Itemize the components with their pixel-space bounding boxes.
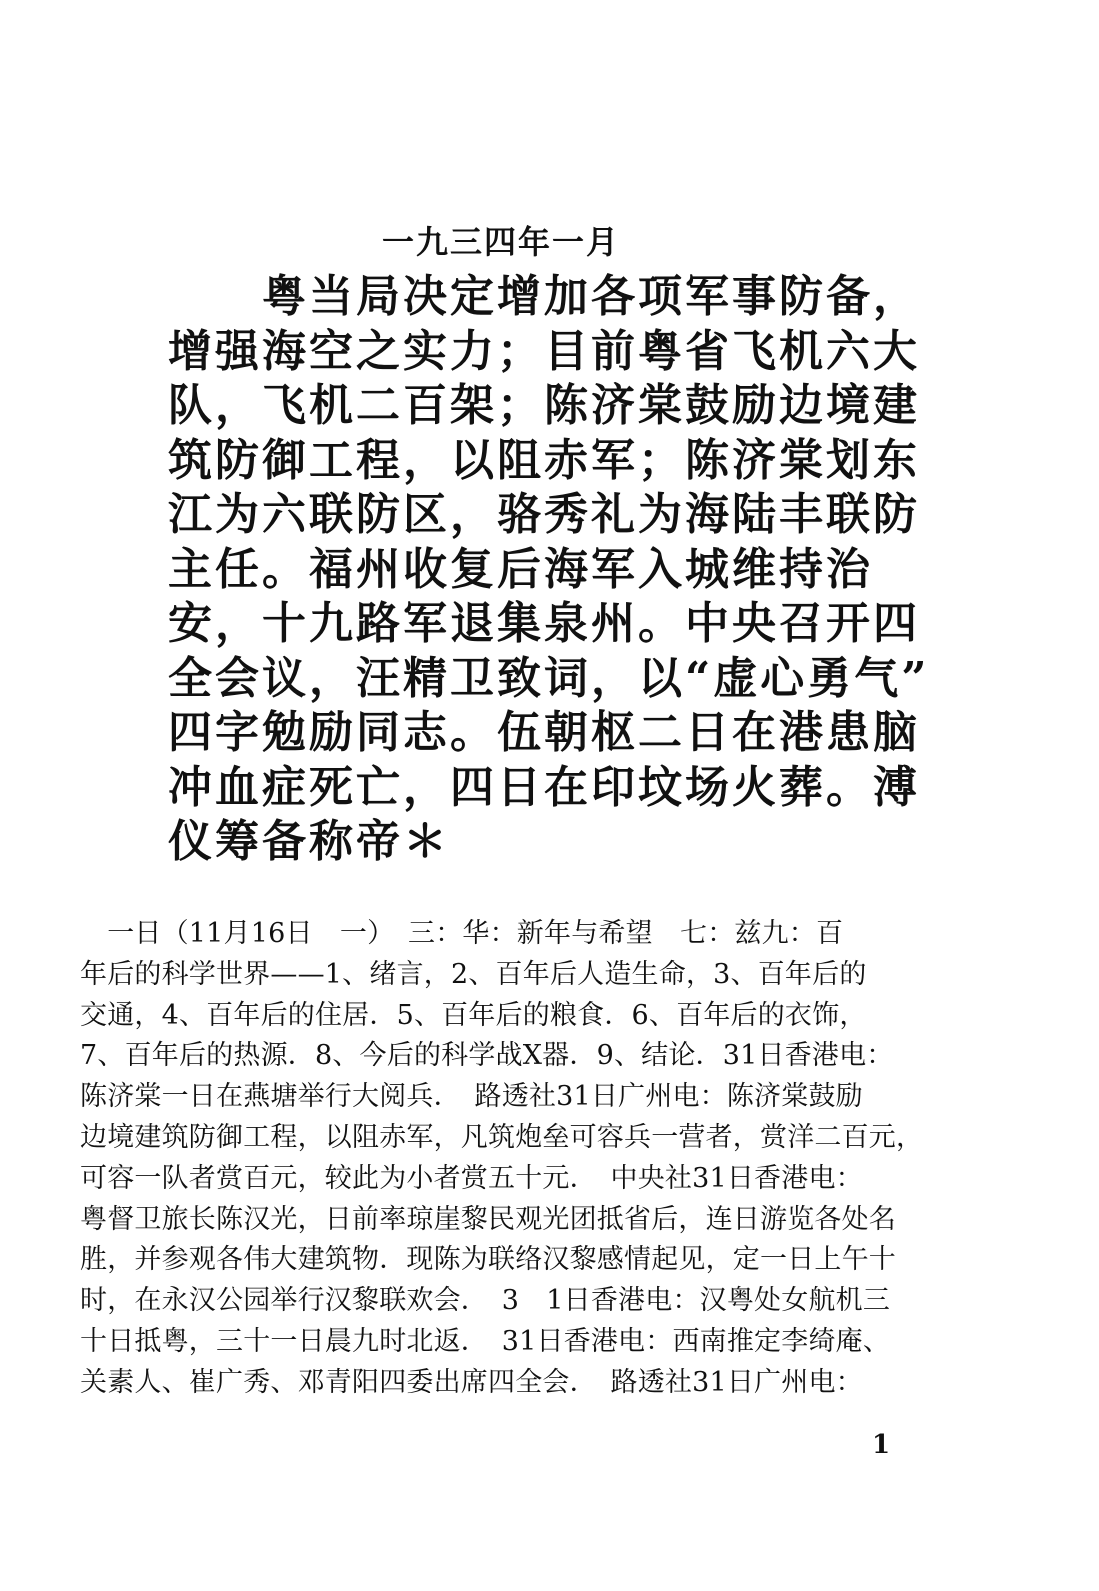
summary-line: 四字勉励同志。伍朝枢二日在港患脑 <box>168 707 920 758</box>
entry-line: 7、百年后的热源．8、今后的科学战X器．9、结论．31日香港电： <box>80 1040 894 1072</box>
entry-line: 可容一队者赏百元，较此为小者赏五十元． 中央社31日香港电： <box>80 1162 863 1194</box>
summary-line: 主任。福州收复后海军入城维持治 <box>168 543 873 595</box>
page-number: 1 <box>872 1430 891 1460</box>
entry-line: 陈济棠一日在燕塘举行大阅兵． 路透社31日广州电：陈济棠鼓励 <box>80 1081 863 1113</box>
summary-line: 安，十九路军退集泉州。中央召开四 <box>168 598 920 649</box>
entry-line: 十日抵粤，三十一日晨九时北返． 31日香港电：西南推定李绮庵、 <box>80 1325 891 1357</box>
entry-line: 年后的科学世界——1、绪言，2、百年后人造生命，3、百年后的 <box>80 958 867 990</box>
entry-line: 时，在永汉公园举行汉黎联欢会． 3 1日香港电：汉粤处女航机三 <box>80 1285 891 1317</box>
summary-line: 粤当局决定增加各项军事防备， <box>168 271 920 322</box>
entry-line: 边境建筑防御工程，以阻赤军，凡筑炮垒可容兵一营者，赏洋二百元， <box>80 1121 924 1153</box>
entry-line: 胜，并参观各伟大建筑物．现陈为联络汉黎感情起见，定一日上午十 <box>80 1244 896 1276</box>
entry-line: 一日（11月16日 一） 三：华：新年与希望 七：兹九：百 <box>80 918 844 949</box>
daily-entry-paragraph <box>80 914 960 1404</box>
summary-line: 增强海空之实力；目前粤省飞机六大 <box>168 325 920 377</box>
entry-line: 粤督卫旅长陈汉光，日前率琼崖黎民观光团抵省后，连日游览各处名 <box>80 1203 896 1235</box>
summary-line: 冲血症死亡，四日在印坟场火葬。溥 <box>168 761 920 813</box>
summary-line: 江为六联防区，骆秀礼为海陆丰联防 <box>168 489 920 540</box>
summary-line: 仪筹备称帝＊ <box>168 816 450 867</box>
entry-line: 交通，4、百年后的住居．5、百年后的粮食．6、百年后的衣饰， <box>80 999 867 1031</box>
summary-line: 全会议，汪精卫致词，以“虚心勇气” <box>168 652 930 704</box>
summary-line: 筑防御工程，以阻赤军；陈济棠划东 <box>168 434 920 486</box>
summary-paragraph <box>168 270 930 870</box>
summary-line: 队，飞机二百架；陈济棠鼓励边境建 <box>168 380 920 431</box>
entry-line: 关素人、崔广秀、邓青阳四委出席四全会． 路透社31日广州电： <box>80 1366 863 1398</box>
month-heading: 一九三四年一月 <box>382 223 621 261</box>
